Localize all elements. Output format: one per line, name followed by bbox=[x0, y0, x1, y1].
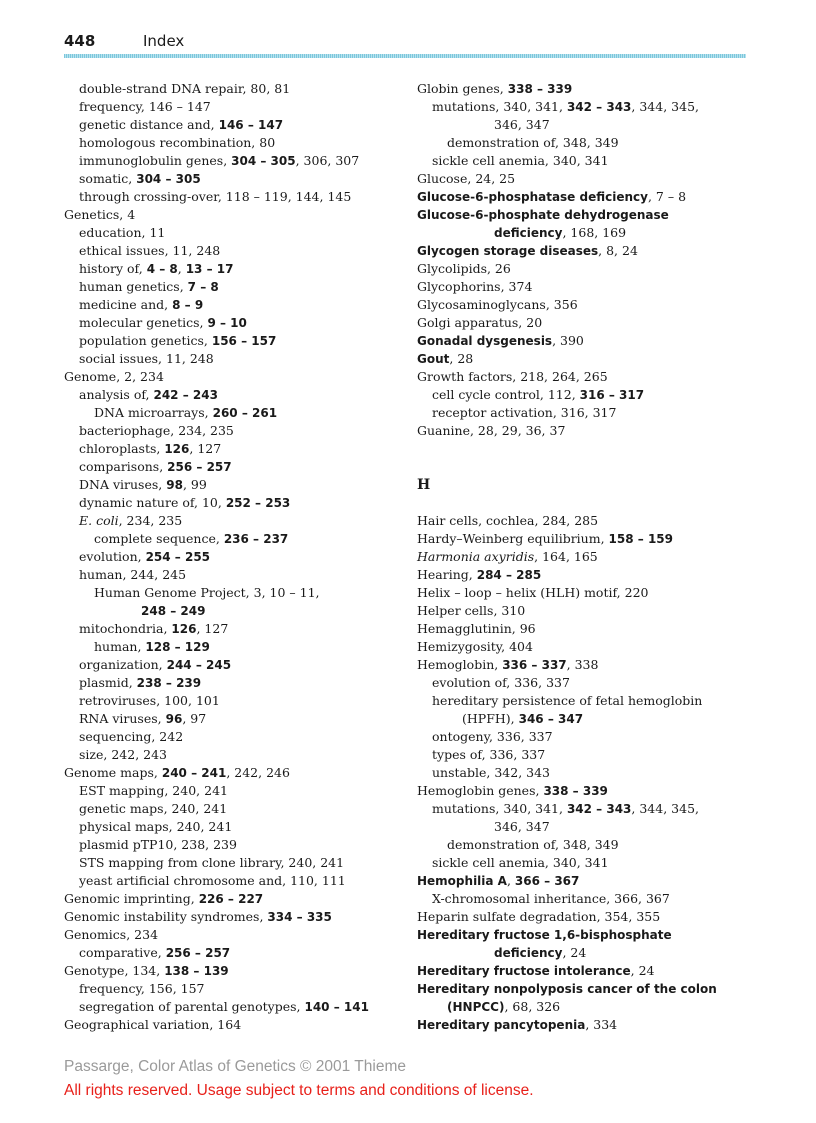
index-subentry bbox=[64, 188, 404, 206]
index-entry bbox=[417, 332, 752, 350]
index-entry bbox=[417, 314, 752, 332]
index-entry bbox=[417, 566, 752, 584]
entry-text: 254 – 255 bbox=[145, 550, 211, 564]
index-entry bbox=[64, 1016, 404, 1034]
entry-text: 126 bbox=[171, 622, 197, 636]
entry-text: education, 11 bbox=[79, 225, 166, 240]
entry-text: 238 – 239 bbox=[136, 676, 202, 690]
entry-text: Genomic imprinting, bbox=[64, 891, 199, 906]
rights-footer: All rights reserved. Usage subject to terms and conditions of license. bbox=[64, 1082, 534, 1099]
entry-text: 338 – 339 bbox=[543, 784, 608, 798]
entry-text: , 338 bbox=[566, 657, 599, 672]
index-subentry bbox=[64, 440, 404, 458]
index-subentry bbox=[64, 224, 404, 242]
index-entry bbox=[64, 368, 404, 386]
index-entry bbox=[417, 80, 752, 98]
entry-text: 336 – 337 bbox=[502, 658, 567, 672]
index-subentry bbox=[417, 998, 752, 1016]
entry-text: Glucose-6-phosphatase deficiency bbox=[417, 190, 648, 204]
entry-text: dynamic nature of, 10, bbox=[79, 495, 226, 510]
index-subentry bbox=[417, 746, 752, 764]
entry-text: molecular genetics, bbox=[79, 315, 208, 330]
index-entry bbox=[417, 278, 752, 296]
entry-text: 4 – 8 bbox=[146, 262, 178, 276]
entry-text: 256 – 257 bbox=[167, 460, 232, 474]
page-number: 448 bbox=[64, 32, 96, 50]
index-subentry bbox=[64, 170, 404, 188]
index-subentry bbox=[64, 296, 404, 314]
entry-text: somatic, bbox=[79, 171, 137, 186]
index-entry bbox=[417, 656, 752, 674]
index-subentry bbox=[417, 674, 752, 692]
entry-text: mutations, 340, 341, bbox=[432, 801, 567, 816]
entry-text: ontogeny, 336, 337 bbox=[432, 729, 553, 744]
entry-text: Hearing, bbox=[417, 567, 477, 582]
entry-text: 126 bbox=[164, 442, 190, 456]
entry-text: unstable, 342, 343 bbox=[432, 765, 550, 780]
entry-text: , 97 bbox=[182, 711, 207, 726]
index-subentry bbox=[417, 404, 752, 422]
index-subentry bbox=[64, 836, 404, 854]
index-subentry bbox=[417, 134, 752, 152]
index-entry bbox=[64, 962, 404, 980]
entry-text: Hereditary fructose 1,6-bisphosphate bbox=[417, 928, 672, 942]
entry-text: Glycolipids, 26 bbox=[417, 261, 511, 276]
entry-text: 366 – 367 bbox=[514, 874, 580, 888]
entry-text: 342 – 343 bbox=[566, 100, 632, 114]
index-subentry bbox=[64, 746, 404, 764]
entry-text: 304 – 305 bbox=[136, 172, 201, 186]
index-subentry bbox=[64, 602, 404, 620]
entry-text: 156 – 157 bbox=[211, 334, 277, 348]
entry-text: , 390 bbox=[552, 333, 584, 348]
index-entry bbox=[417, 926, 752, 944]
entry-text: Genomic instability syndromes, bbox=[64, 909, 268, 924]
entry-text: Glycophorins, 374 bbox=[417, 279, 533, 294]
entry-text: cell cycle control, 112, bbox=[432, 387, 580, 402]
entry-text: demonstration of, 348, 349 bbox=[447, 837, 619, 852]
index-entry bbox=[417, 638, 752, 656]
entry-text: Gout bbox=[417, 352, 450, 366]
entry-text: Hardy–Weinberg equilibrium, bbox=[417, 531, 609, 546]
entry-text: , 99 bbox=[182, 477, 207, 492]
index-entry bbox=[417, 584, 752, 602]
entry-text: plasmid pTP10, 238, 239 bbox=[79, 837, 237, 852]
entry-text: 256 – 257 bbox=[165, 946, 231, 960]
index-entry bbox=[64, 890, 404, 908]
index-subentry bbox=[417, 764, 752, 782]
entry-text: 260 – 261 bbox=[212, 406, 278, 420]
entry-text: , bbox=[506, 873, 515, 888]
entry-text: human, bbox=[94, 639, 146, 654]
entry-text: X-chromosomal inheritance, 366, 367 bbox=[432, 891, 670, 906]
entry-text: 242 – 243 bbox=[153, 388, 218, 402]
entry-text: Genome, 2, 234 bbox=[64, 369, 164, 384]
entry-text: 240 – 241 bbox=[161, 766, 227, 780]
spacer bbox=[417, 458, 752, 476]
entry-text: population genetics, bbox=[79, 333, 212, 348]
entry-text: frequency, 146 – 147 bbox=[79, 99, 211, 114]
entry-text: genetic maps, 240, 241 bbox=[79, 801, 228, 816]
entry-text: Helix – loop – helix (HLH) motif, 220 bbox=[417, 585, 649, 600]
index-subentry bbox=[64, 98, 404, 116]
entry-text: 342 – 343 bbox=[566, 802, 632, 816]
entry-text: deficiency bbox=[494, 226, 563, 240]
entry-text: 96 bbox=[165, 712, 183, 726]
index-subentry bbox=[64, 980, 404, 998]
index-subentry bbox=[64, 116, 404, 134]
index-subentry bbox=[417, 224, 752, 242]
index-subentry bbox=[64, 476, 404, 494]
entry-text: Golgi apparatus, 20 bbox=[417, 315, 543, 330]
index-entry bbox=[417, 350, 752, 368]
index-column-left bbox=[64, 80, 404, 1034]
entry-text: 226 – 227 bbox=[198, 892, 264, 906]
entry-text: , 28 bbox=[449, 351, 474, 366]
entry-text: E. coli bbox=[79, 513, 119, 528]
entry-text: Hair cells, cochlea, 284, 285 bbox=[417, 513, 599, 528]
entry-text: DNA microarrays, bbox=[94, 405, 213, 420]
entry-text: frequency, 156, 157 bbox=[79, 981, 205, 996]
index-subentry bbox=[417, 710, 752, 728]
index-subentry bbox=[417, 152, 752, 170]
entry-text: Growth factors, 218, 264, 265 bbox=[417, 369, 608, 384]
entry-text: 98 bbox=[166, 478, 183, 492]
index-entry bbox=[417, 908, 752, 926]
index-column-right bbox=[417, 80, 752, 1034]
entry-text: Genomics, 234 bbox=[64, 927, 159, 942]
entry-text: 146 – 147 bbox=[218, 118, 284, 132]
entry-text: comparative, bbox=[79, 945, 166, 960]
index-subentry bbox=[417, 692, 752, 710]
index-subentry bbox=[64, 638, 404, 656]
entry-text: 140 – 141 bbox=[304, 1000, 369, 1014]
index-subentry bbox=[64, 242, 404, 260]
entry-text: , bbox=[177, 261, 186, 276]
index-subentry bbox=[64, 494, 404, 512]
entry-text: Hereditary fructose intolerance bbox=[417, 964, 631, 978]
index-subentry bbox=[64, 656, 404, 674]
index-subentry bbox=[64, 134, 404, 152]
entry-text: through crossing-over, 118 – 119, 144, 145 bbox=[79, 189, 352, 204]
index-subentry bbox=[417, 116, 752, 134]
entry-text: double-strand DNA repair, 80, 81 bbox=[79, 81, 291, 96]
entry-text: 334 – 335 bbox=[267, 910, 332, 924]
header-rule bbox=[64, 54, 746, 58]
entry-text: types of, 336, 337 bbox=[432, 747, 546, 762]
entry-text: homologous recombination, 80 bbox=[79, 135, 276, 150]
entry-text: Globin genes, bbox=[417, 81, 508, 96]
entry-text: , 164, 165 bbox=[534, 549, 598, 564]
index-subentry bbox=[417, 800, 752, 818]
entry-text: Glycogen storage diseases bbox=[417, 244, 599, 258]
entry-text: Genotype, 134, bbox=[64, 963, 165, 978]
index-entry bbox=[417, 782, 752, 800]
index-subentry bbox=[64, 386, 404, 404]
index-entry bbox=[64, 908, 404, 926]
page-header bbox=[64, 32, 746, 56]
index-subentry bbox=[64, 422, 404, 440]
entry-text: size, 242, 243 bbox=[79, 747, 168, 762]
section-title: Index bbox=[143, 32, 185, 50]
index-entry bbox=[417, 422, 752, 440]
spacer bbox=[417, 494, 752, 512]
index-subentry bbox=[417, 386, 752, 404]
entry-text: evolution, bbox=[79, 549, 146, 564]
entry-text: , 334 bbox=[585, 1017, 618, 1032]
entry-text: ethical issues, 11, 248 bbox=[79, 243, 221, 258]
entry-text: Hemophilia A bbox=[417, 874, 507, 888]
entry-text: 316 – 317 bbox=[579, 388, 645, 402]
entry-text: demonstration of, 348, 349 bbox=[447, 135, 619, 150]
entry-text: (HPFH), bbox=[462, 711, 519, 726]
entry-text: plasmid, bbox=[79, 675, 137, 690]
entry-text: EST mapping, 240, 241 bbox=[79, 783, 228, 798]
entry-text: 13 – 17 bbox=[185, 262, 234, 276]
entry-text: , 306, 307 bbox=[295, 153, 360, 168]
index-entry bbox=[417, 206, 752, 224]
entry-text: STS mapping from clone library, 240, 241 bbox=[79, 855, 345, 870]
index-entry bbox=[417, 170, 752, 188]
entry-text: 138 – 139 bbox=[164, 964, 229, 978]
entry-text: , 127 bbox=[189, 441, 222, 456]
entry-text: history of, bbox=[79, 261, 147, 276]
index-subentry bbox=[417, 728, 752, 746]
entry-text: sickle cell anemia, 340, 341 bbox=[432, 153, 609, 168]
index-subentry bbox=[64, 332, 404, 350]
entry-text: , 242, 246 bbox=[226, 765, 290, 780]
index-subentry bbox=[64, 404, 404, 422]
entry-text: 346 – 347 bbox=[518, 712, 584, 726]
index-entry bbox=[417, 242, 752, 260]
entry-text: Gonadal dysgenesis bbox=[417, 334, 553, 348]
entry-text: Harmonia axyridis bbox=[417, 549, 535, 564]
entry-text: H bbox=[417, 477, 431, 493]
spacer bbox=[417, 440, 752, 458]
entry-text: 158 – 159 bbox=[608, 532, 673, 546]
entry-text: , 24 bbox=[562, 945, 587, 960]
index-subentry bbox=[417, 890, 752, 908]
index-entry bbox=[417, 530, 752, 548]
index-subentry bbox=[64, 350, 404, 368]
entry-text: immunoglobulin genes, bbox=[79, 153, 232, 168]
entry-text: , 68, 326 bbox=[504, 999, 561, 1014]
entry-text: 7 – 8 bbox=[187, 280, 219, 294]
entry-text: , 234, 235 bbox=[118, 513, 183, 528]
index-subentry bbox=[64, 80, 404, 98]
index-subentry bbox=[64, 278, 404, 296]
index-subentry bbox=[64, 872, 404, 890]
index-entry bbox=[417, 602, 752, 620]
entry-text: , 344, 345, bbox=[631, 801, 699, 816]
index-entry bbox=[417, 962, 752, 980]
copyright-footer: Passarge, Color Atlas of Genetics © 2001 Thieme bbox=[64, 1058, 406, 1075]
index-subentry bbox=[64, 260, 404, 278]
entry-text: receptor activation, 316, 317 bbox=[432, 405, 617, 420]
entry-text: genetic distance and, bbox=[79, 117, 219, 132]
entry-text: human genetics, bbox=[79, 279, 188, 294]
index-subentry bbox=[64, 620, 404, 638]
index-subentry bbox=[64, 566, 404, 584]
entry-text: (HNPCC) bbox=[447, 1000, 505, 1014]
entry-text: Genetics, 4 bbox=[64, 207, 136, 222]
entry-text: sickle cell anemia, 340, 341 bbox=[432, 855, 609, 870]
entry-text: chloroplasts, bbox=[79, 441, 165, 456]
index-subentry bbox=[64, 800, 404, 818]
index-entry bbox=[64, 206, 404, 224]
entry-text: Hemoglobin, bbox=[417, 657, 503, 672]
index-entry bbox=[417, 548, 752, 566]
entry-text: Hereditary pancytopenia bbox=[417, 1018, 586, 1032]
index-entry bbox=[417, 296, 752, 314]
index-subentry bbox=[64, 854, 404, 872]
entry-text: bacteriophage, 234, 235 bbox=[79, 423, 234, 438]
index-subentry bbox=[64, 710, 404, 728]
entry-text: 304 – 305 bbox=[231, 154, 296, 168]
entry-text: Glucose-6-phosphate dehydrogenase bbox=[417, 208, 669, 222]
entry-text: 252 – 253 bbox=[225, 496, 291, 510]
entry-text: Genome maps, bbox=[64, 765, 162, 780]
index-subentry bbox=[64, 692, 404, 710]
entry-text: Heparin sulfate degradation, 354, 355 bbox=[417, 909, 661, 924]
entry-text: yeast artificial chromosome and, 110, 111 bbox=[79, 873, 346, 888]
index-entry bbox=[417, 368, 752, 386]
index-subentry bbox=[64, 674, 404, 692]
index-entry bbox=[64, 926, 404, 944]
entry-text: Glucose, 24, 25 bbox=[417, 171, 516, 186]
entry-text: Helper cells, 310 bbox=[417, 603, 526, 618]
entry-text: Hemagglutinin, 96 bbox=[417, 621, 536, 636]
entry-text: RNA viruses, bbox=[79, 711, 166, 726]
entry-text: 338 – 339 bbox=[507, 82, 573, 96]
entry-text: mutations, 340, 341, bbox=[432, 99, 567, 114]
index-subentry bbox=[64, 548, 404, 566]
index-subentry bbox=[417, 944, 752, 962]
entry-text: , 344, 345, bbox=[631, 99, 699, 114]
index-subentry bbox=[417, 836, 752, 854]
entry-text: evolution of, 336, 337 bbox=[432, 675, 570, 690]
entry-text: medicine and, bbox=[79, 297, 173, 312]
index-subentry bbox=[64, 818, 404, 836]
entry-text: 284 – 285 bbox=[476, 568, 542, 582]
entry-text: Human Genome Project, 3, 10 – 11, bbox=[94, 585, 320, 600]
entry-text: 346, 347 bbox=[494, 819, 550, 834]
index-subentry bbox=[64, 998, 404, 1016]
entry-text: Hereditary nonpolyposis cancer of the colon bbox=[417, 982, 717, 996]
index-subentry bbox=[64, 728, 404, 746]
index-subentry bbox=[64, 530, 404, 548]
entry-text: , 24 bbox=[630, 963, 655, 978]
index-entry bbox=[417, 512, 752, 530]
index-entry bbox=[417, 872, 752, 890]
entry-text: mitochondria, bbox=[79, 621, 172, 636]
entry-text: sequencing, 242 bbox=[79, 729, 184, 744]
index-entry bbox=[417, 1016, 752, 1034]
index-subentry bbox=[64, 152, 404, 170]
entry-text: 346, 347 bbox=[494, 117, 550, 132]
index-subentry bbox=[64, 458, 404, 476]
entry-text: Hemizygosity, 404 bbox=[417, 639, 533, 654]
index-entry bbox=[417, 620, 752, 638]
entry-text: hereditary persistence of fetal hemoglobin bbox=[432, 693, 703, 708]
entry-text: 244 – 245 bbox=[166, 658, 232, 672]
entry-text: comparisons, bbox=[79, 459, 168, 474]
entry-text: human, 244, 245 bbox=[79, 567, 187, 582]
entry-text: , 7 – 8 bbox=[647, 189, 687, 204]
entry-text: 8 – 9 bbox=[172, 298, 204, 312]
entry-text: , 8, 24 bbox=[598, 243, 638, 258]
entry-text: Glycosaminoglycans, 356 bbox=[417, 297, 578, 312]
index-subentry bbox=[417, 98, 752, 116]
entry-text: complete sequence, bbox=[94, 531, 224, 546]
entry-text: DNA viruses, bbox=[79, 477, 167, 492]
entry-text: social issues, 11, 248 bbox=[79, 351, 214, 366]
index-subentry bbox=[417, 818, 752, 836]
index-entry bbox=[64, 764, 404, 782]
entry-text: 9 – 10 bbox=[207, 316, 247, 330]
entry-text: , 168, 169 bbox=[562, 225, 627, 240]
entry-text: Geographical variation, 164 bbox=[64, 1017, 242, 1032]
index-subentry bbox=[64, 584, 404, 602]
entry-text: retroviruses, 100, 101 bbox=[79, 693, 220, 708]
entry-text: physical maps, 240, 241 bbox=[79, 819, 233, 834]
index-entry bbox=[417, 260, 752, 278]
index-subentry bbox=[64, 944, 404, 962]
index-entry bbox=[417, 980, 752, 998]
entry-text: 248 – 249 bbox=[141, 604, 206, 618]
index-entry bbox=[417, 188, 752, 206]
entry-text: organization, bbox=[79, 657, 167, 672]
index-subentry bbox=[64, 314, 404, 332]
entry-text: Guanine, 28, 29, 36, 37 bbox=[417, 423, 566, 438]
index-letter-heading bbox=[417, 476, 752, 494]
entry-text: Hemoglobin genes, bbox=[417, 783, 544, 798]
entry-text: analysis of, bbox=[79, 387, 154, 402]
entry-text: 128 – 129 bbox=[145, 640, 210, 654]
entry-text: , 127 bbox=[196, 621, 229, 636]
index-subentry bbox=[64, 512, 404, 530]
entry-text: 236 – 237 bbox=[223, 532, 289, 546]
index-subentry bbox=[64, 782, 404, 800]
entry-text: segregation of parental genotypes, bbox=[79, 999, 305, 1014]
entry-text: deficiency bbox=[494, 946, 563, 960]
index-subentry bbox=[417, 854, 752, 872]
